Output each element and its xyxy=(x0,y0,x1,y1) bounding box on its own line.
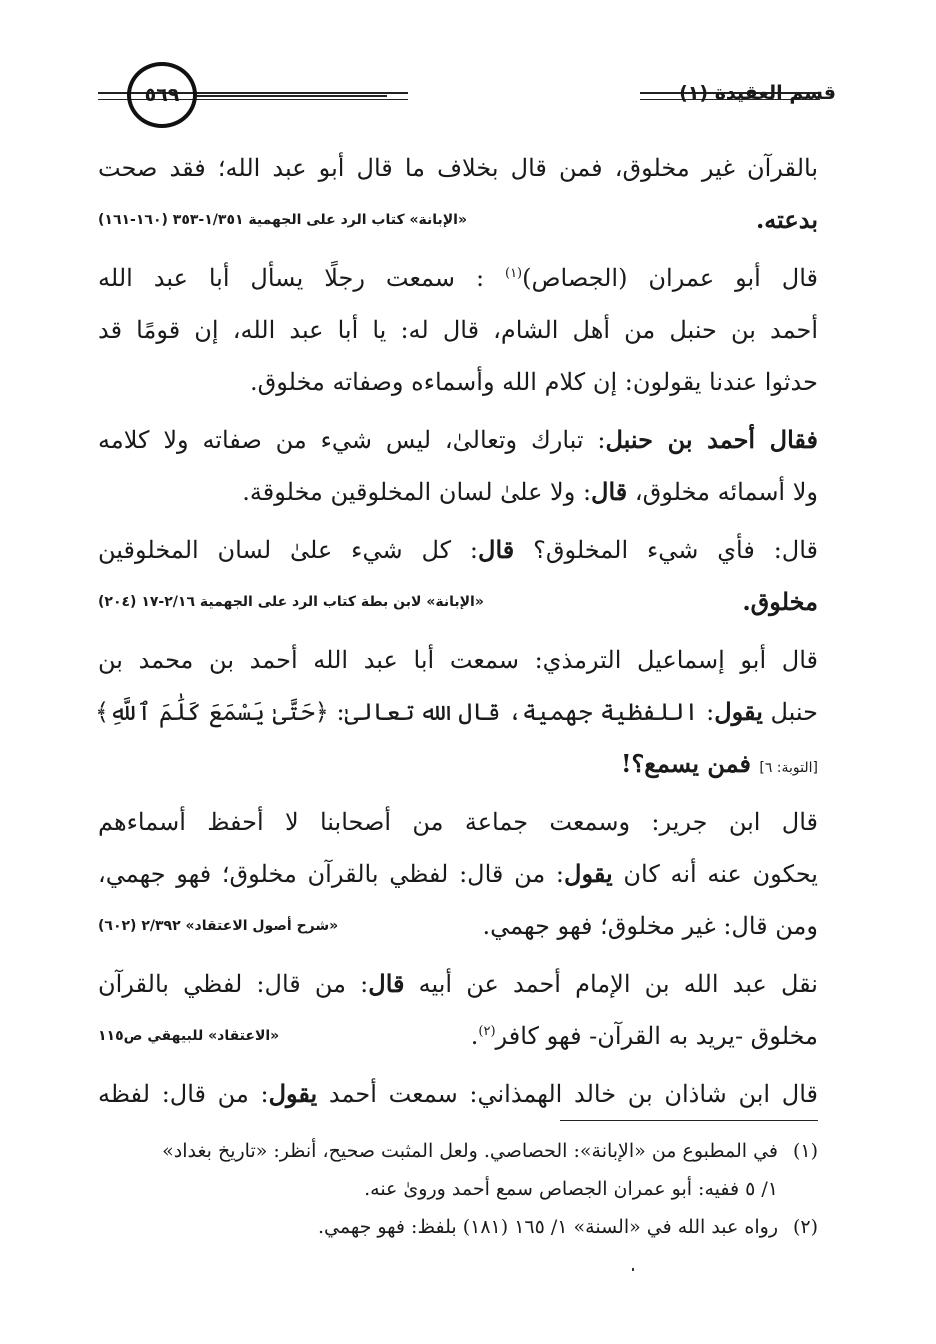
text-line: حدثوا عندنا يقولون: إن كلام الله وأسماءه وصفاته مخلوق. xyxy=(249,368,818,396)
footnote-ref[interactable]: (١) xyxy=(504,266,523,281)
text-line: حنبل يقول: اللفظية جهمية، قال الله تعالىٰ: ﴿حَتَّىٰ يَسْمَعَ كَلَٰمَ ٱللَّهِ﴾ xyxy=(95,697,818,726)
source-citation: «شرح أصول الاعتقاد» ٢/٣٩٢ (٦٠٢) xyxy=(98,918,339,934)
text-line: أحمد بن حنبل من أهل الشام، قال له: يا أبا عبد الله، إن قومًا قد xyxy=(98,316,818,344)
page-number-badge: ٥٦٩ xyxy=(127,62,197,128)
text-line: مخلوق. «الإبانة» لابن بطة كتاب الرد على الجهمية ٢/١٦-١٧ (٢٠٤) xyxy=(98,576,818,628)
text-line: قال ابن شاذان بن خالد الهمذاني: سمعت أحمد يقول: من قال: لفظه xyxy=(98,1079,818,1108)
text-line: فقال أحمد بن حنبل: تبارك وتعالىٰ، ليس شيء من صفاته ولا كلامه xyxy=(98,425,819,454)
ink-speck xyxy=(632,1268,634,1271)
main-text xyxy=(95,142,819,1120)
source-citation: «الإبانة» لابن بطة كتاب الرد على الجهمية ٢/١٦-١٧ (٢٠٤) xyxy=(98,594,484,610)
verse-reference: [التوبة: ٦] xyxy=(759,760,818,776)
text-line: قال أبو إسماعيل الترمذي: سمعت أبا عبد الله أحمد بن محمد بن xyxy=(98,646,818,674)
footnote-1: (١)في المطبوع من «الإبانة»: الحصاصي. ولعل المثبت صحيح، أنظر: «تاريخ بغداد» xyxy=(162,1140,818,1162)
section-title: قسم العقيدة (١) xyxy=(679,82,836,104)
text-line: قال: فأي شيء المخلوق؟ قال: كل شيء علىٰ لسان المخلوقين xyxy=(98,535,819,564)
footnote-1-cont: ١/ ٥ ففيه: أبو عمران الجصاص سمع أحمد وروىٰ عنه. xyxy=(364,1178,778,1200)
source-citation: «الإبانة» كتاب الرد على الجهمية ١/٣٥١-٣٥٣ (١٦٠-١٦١) xyxy=(98,212,468,228)
text-line: يحكون عنه أنه كان يقول: من قال: لفظي بالقرآن مخلوق؛ فهو جهمي، xyxy=(98,859,818,888)
footnote-ref[interactable]: (٢) xyxy=(478,1024,496,1039)
text-line: ومن قال: غير مخلوق؛ فهو جهمي. «شرح أصول الاعتقاد» ٢/٣٩٢ (٦٠٢) xyxy=(98,900,818,952)
footnote-separator xyxy=(560,1120,818,1121)
header-rule-mid xyxy=(197,95,387,97)
text-line: [التوبة: ٦] فمن يسمع؟! xyxy=(621,749,818,778)
text-line: بدعته. «الإبانة» كتاب الرد على الجهمية ١/٣٥١-٣٥٣ (١٦٠-١٦١) xyxy=(98,194,818,246)
text-line: مخلوق -يريد به القرآن- فهو كافر$^{(٢)}$. «الاعتقاد» للبيهقي ص١١٥ xyxy=(98,1010,818,1062)
footnotes xyxy=(98,1132,818,1246)
text-line: ولا أسمائه مخلوق، قال: ولا علىٰ لسان المخلوقين مخلوقة. xyxy=(242,477,818,506)
text-line: بالقرآن غير مخلوق، فمن قال بخلاف ما قال أبو عبد الله؛ فقد صحت xyxy=(98,154,818,182)
footnote-2: (٢)رواه عبد الله في «السنة» ١/ ١٦٥ (١٨١) بلفظ: فهو جهمي. xyxy=(317,1216,818,1238)
text-line: قال ابن جرير: وسمعت جماعة من أصحابنا لا أحفظ أسماءهم xyxy=(98,808,818,836)
source-citation: «الاعتقاد» للبيهقي ص١١٥ xyxy=(98,1028,280,1044)
text-line: نقل عبد الله بن الإمام أحمد عن أبيه قال: من قال: لفظي بالقرآن xyxy=(98,969,818,998)
text-line: قال أبو عمران (الجصاص)$^{(١)}$ : سمعت رجلًا يسأل أبا عبد الله xyxy=(98,264,818,292)
